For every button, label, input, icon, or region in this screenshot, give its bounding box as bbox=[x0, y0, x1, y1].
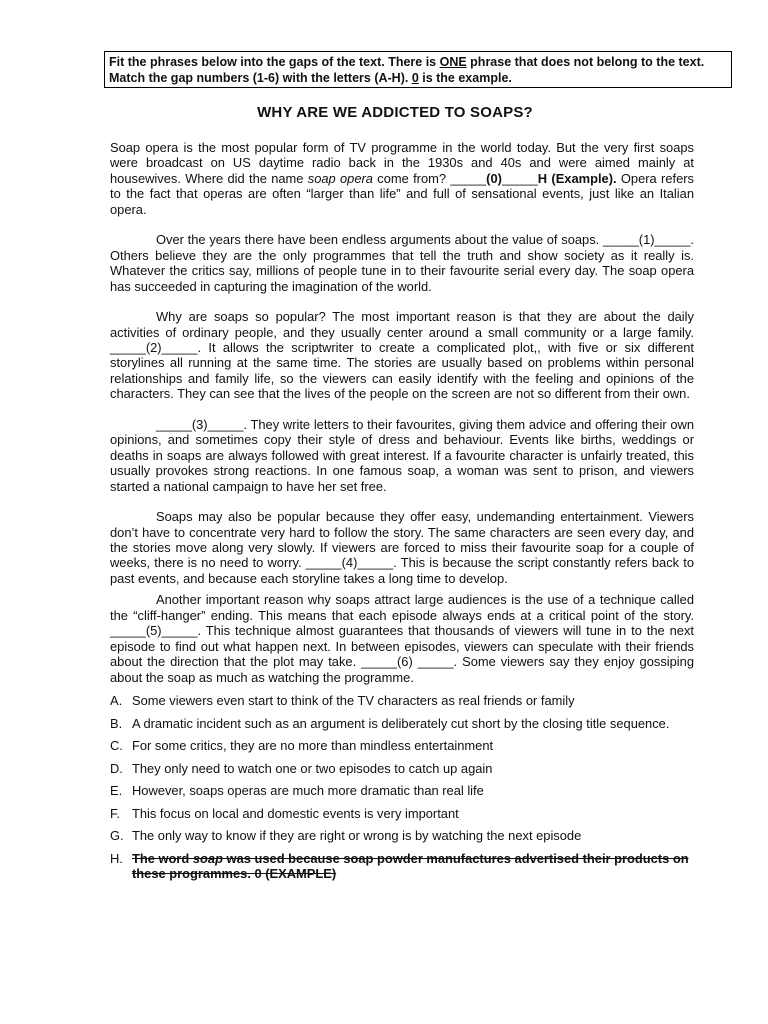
option-h-text-b: was used because soap powder manufactures advertised their products on these programmes. 0 (EXAMPLE) bbox=[132, 850, 689, 882]
instructions-text-3: is the example. bbox=[418, 71, 512, 85]
option-text: For some critics, they are no more than mindless entertainment bbox=[132, 738, 494, 754]
option-letter: F. bbox=[110, 805, 121, 821]
paragraph-6: Another important reason why soaps attract large audiences is the use of a technique called the “cliff-hanger” ending. This means that each episode always ends at a critical point of the story. _____(5)_____. This technique almost guarantees that thousands of viewers will tune in to the next episode to find out what happen next. In between episodes, viewers can speculate with their friends about the direction that the plot may take. _____(6) _____. Some viewers say they enjoy gossiping about the soap as much as watching the programme. bbox=[110, 592, 694, 685]
instructions-text-1: Fit the phrases below into the gaps of the text. There is bbox=[109, 55, 440, 69]
option-c bbox=[110, 738, 694, 754]
option-f bbox=[110, 806, 694, 822]
paragraph-5: Soaps may also be popular because they offer easy, undemanding entertainment. Viewers don’t have to concentrate very hard to follow the story. The same characters are seen every day, and the stories move along very slowly. If viewers are forced to miss their favourite soap for a couple of weeks, there is no need to worry. _____(4)_____. This is because the script constantly refers back to past events, and because each storyline takes a long time to develop. bbox=[110, 509, 694, 586]
paragraph-2: Over the years there have been endless arguments about the value of soaps. _____(1)_____. Others believe they are the only programmes that tell the truth and show society as it really is. Whatever the critics say, millions of people tune in to their favourite serial every day. The soap opera has succeeded in capturing the imagination of the world. bbox=[110, 232, 694, 294]
option-letter: G. bbox=[110, 828, 124, 844]
paragraph-1-text-d: Opera refers to the fact that operas are often “larger than life” and full of sensational events, just like an Italian opera. bbox=[110, 170, 694, 217]
option-text: However, soaps operas are much more dramatic than real life bbox=[132, 783, 484, 799]
paragraph-1 bbox=[110, 140, 694, 217]
option-text: They only need to watch one or two episodes to catch up again bbox=[132, 760, 493, 776]
option-h-example bbox=[110, 851, 694, 882]
instructions-one: ONE bbox=[439, 55, 467, 69]
option-b bbox=[110, 716, 694, 732]
paragraph-1-italic: soap opera bbox=[307, 170, 373, 186]
option-text: The only way to know if they are right or wrong is by watching the next episode bbox=[132, 828, 582, 844]
option-letter: A. bbox=[110, 693, 123, 709]
option-text: Some viewers even start to think of the TV characters as real friends or family bbox=[132, 693, 575, 709]
paragraph-1-text-b: come from? _____ bbox=[372, 170, 487, 186]
option-a bbox=[110, 693, 694, 709]
instructions-text-2: phrase that does not belong to the text. Match the gap numbers (1-6) with the letters (A-H). bbox=[109, 55, 705, 85]
option-text: This focus on local and domestic events is very important bbox=[132, 805, 459, 821]
paragraph-4: _____(3)_____. They write letters to their favourites, giving them advice and offering their own opinions, and sometimes copy their style of dress and behaviour. Events like births, weddings or deaths in soaps are always followed with great interest. If a favourite character is unfairly treated, this usually provokes strong reactions. In one famous soap, a woman was sent to prison, and viewers started a national campaign to have her set free. bbox=[110, 416, 694, 494]
option-letter: B. bbox=[110, 715, 123, 731]
options-list bbox=[110, 693, 694, 882]
option-letter: D. bbox=[110, 760, 123, 776]
example-label: (Example). bbox=[551, 170, 617, 186]
option-h-italic: soap bbox=[192, 850, 223, 866]
gap-0-label: (0) bbox=[486, 170, 502, 186]
instructions-zero: 0 bbox=[411, 71, 419, 85]
option-letter: E. bbox=[110, 783, 123, 799]
article-body bbox=[110, 140, 694, 889]
paragraph-1-text-a: Soap opera is the most popular form of TV programme in the world today. But the very first soaps were broadcast on US daytime radio back in the 1930s and 40s and were aimed mainly at housewives. Where did the name bbox=[110, 140, 694, 186]
option-g bbox=[110, 828, 694, 844]
option-letter: C. bbox=[110, 738, 123, 754]
page-title: WHY ARE WE ADDICTED TO SOAPS? bbox=[257, 104, 533, 121]
option-text: A dramatic incident such as an argument is deliberately cut short by the closing title sequence. bbox=[132, 715, 670, 731]
option-h-text-a: The word bbox=[132, 850, 193, 866]
paragraph-3: Why are soaps so popular? The most important reason is that they are about the daily activities of ordinary people, and they usually center around a small community or a large family. _____(2)_____. It allows the scriptwriter to create a complicated plot,, with five or six different storylines all running at the same time. The stories are usually based on problems within personal relationships and family life, so the viewers can easily identify with the feeling and opinions of the characters. They can see that the lives of the people on the screen are not so different from their own. bbox=[110, 309, 694, 402]
option-letter: H. bbox=[110, 850, 123, 866]
instructions-box bbox=[104, 51, 732, 88]
option-text bbox=[132, 851, 689, 882]
option-d bbox=[110, 761, 694, 777]
option-e bbox=[110, 783, 694, 799]
gap-0-blank: _____ bbox=[501, 170, 538, 186]
gap-0-answer: H bbox=[537, 170, 548, 186]
